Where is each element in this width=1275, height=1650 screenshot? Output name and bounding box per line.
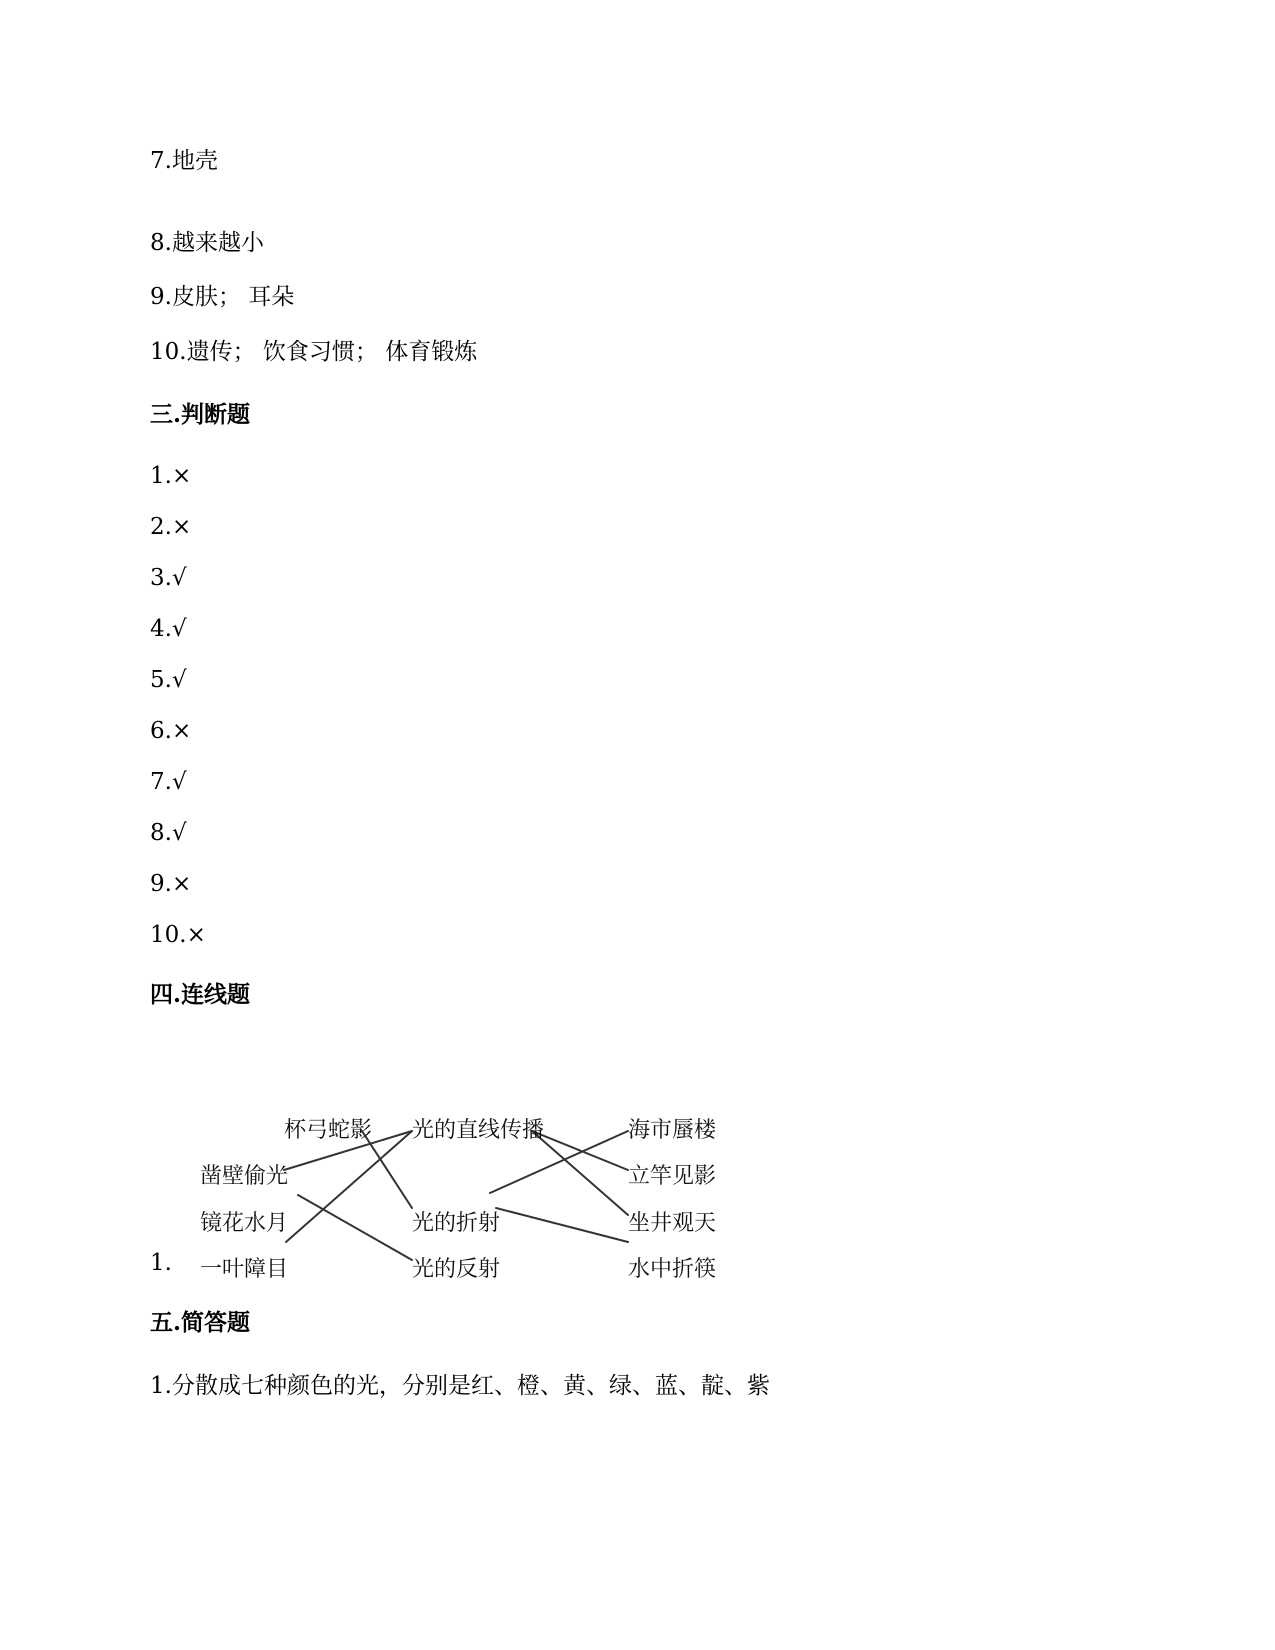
- principle-refraction: 光的折射: [412, 1211, 501, 1236]
- idiom-yi-ye-zhang-mu: 一叶障目: [200, 1257, 289, 1282]
- judge-answer-4: 4.√: [150, 616, 187, 642]
- fill-answer-7: 7.地壳: [150, 148, 218, 174]
- principle-straight-line: 光的直线传播: [412, 1118, 545, 1143]
- phenomenon-bent-chopstick: 水中折筷: [628, 1257, 717, 1282]
- fill-answer-9: 9.皮肤； 耳朵: [150, 284, 295, 310]
- judge-answer-9: 9.×: [150, 871, 192, 897]
- idiom-zao-bi-tou-guang: 凿壁偷光: [200, 1164, 289, 1189]
- matching-diagram: [200, 1118, 740, 1303]
- judge-answer-5: 5.√: [150, 667, 187, 693]
- judge-answer-3: 3.√: [150, 565, 187, 591]
- line-idiom4-to-straight: [286, 1131, 412, 1242]
- short-answer-1: 1.分散成七种颜色的光，分别是红、橙、黄、绿、蓝、靛、紫: [150, 1373, 770, 1399]
- principle-reflection: 光的反射: [412, 1257, 501, 1282]
- judge-answer-8: 8.√: [150, 820, 187, 846]
- match-answer-number: 1.: [150, 1250, 172, 1276]
- section-heading-match: 四.连线题: [150, 981, 251, 1008]
- judge-answer-6: 6.×: [150, 718, 192, 744]
- line-refraction-to-chopstick: [496, 1208, 628, 1242]
- section-heading-judge: 三.判断题: [150, 401, 251, 428]
- fill-answer-10: 10.遗传； 饮食习惯； 体育锻炼: [150, 339, 478, 365]
- idiom-bei-gong-she-ying: 杯弓蛇影: [284, 1118, 373, 1143]
- phenomenon-mirage: 海市蜃楼: [628, 1118, 717, 1143]
- judge-answer-1: 1.×: [150, 463, 192, 489]
- judge-answer-7: 7.√: [150, 769, 187, 795]
- line-straight-to-frog-well: [532, 1131, 628, 1215]
- line-idiom3-to-reflection: [298, 1195, 412, 1260]
- judge-answer-2: 2.×: [150, 514, 192, 540]
- idiom-jing-hua-shui-yue: 镜花水月: [200, 1211, 289, 1236]
- section-heading-short: 五.简答题: [150, 1309, 251, 1336]
- judge-answer-10: 10.×: [150, 922, 206, 948]
- phenomenon-frog-well: 坐井观天: [628, 1211, 717, 1236]
- fill-answer-8: 8.越来越小: [150, 230, 264, 256]
- phenomenon-shadow-pole: 立竿见影: [628, 1164, 717, 1189]
